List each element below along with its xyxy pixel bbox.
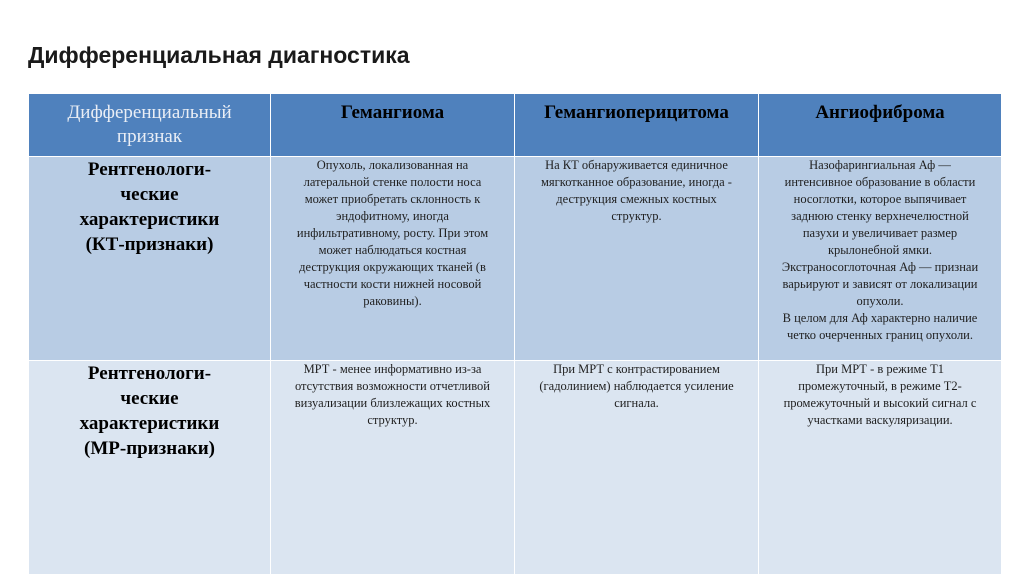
table-header-row [29,94,1002,157]
cell-ct-angiofibroma [759,157,1002,361]
table-row-mr [29,361,1002,574]
cell-ct-hemangioma [271,157,515,361]
cell-line: промежуточный, в режиме Т2- [798,379,962,393]
cell-line: латеральной стенке полости носа [303,175,482,189]
header-feature [29,94,271,157]
cell-line: пазухи и увеличивает размер [802,226,958,240]
cell-line: варьируют и зависят от локализации [782,277,978,291]
cell-line: частности кости нижней носовой [303,277,482,291]
cell-line: заднюю стенку верхнечелюстной [791,209,969,223]
row-label-line: (МР-признаки) [84,438,215,459]
cell-line: деструкция смежных костных [556,192,717,206]
header-angiofibroma: Ангиофиброма [759,94,1002,157]
cell-line: Опухоль, локализованная на [316,158,469,172]
cell-line: структур. [367,413,418,427]
cell-line: В целом для Аф характерно наличие [782,311,978,325]
row-label-line: Рентгенологи- [87,159,212,180]
cell-line: носоглотки, которое выпячивает [793,192,967,206]
cell-ct-hemangiopericytoma [515,157,759,361]
cell-line: Назофарингиальная Аф — [809,158,951,172]
row-label-line: (КТ-признаки) [85,234,214,255]
cell-line: При МРТ - в режиме Т1 [816,362,944,376]
table-row-ct [29,157,1002,361]
cell-line: На КТ обнаруживается единичное [545,158,728,172]
cell-line: четко очерченных границ опухоли. [786,328,974,342]
cell-line: опухоли. [856,294,904,308]
cell-line: При МРТ с контрастированием [553,362,720,376]
cell-line: инфильтративному, росту. При этом [296,226,489,240]
cell-line: сигнала. [614,396,659,410]
cell-line: мягкотканное образование, иногда - [541,175,732,189]
cell-line: раковины). [363,294,422,308]
cell-line: эндофитному, иногда [336,209,449,223]
row-label-line: ческие [120,388,179,409]
cell-mr-hemangioma [271,361,515,574]
row-label-mr [29,361,271,574]
cell-mr-angiofibroma [759,361,1002,574]
cell-line: МРТ - менее информативно из-за [303,362,482,376]
cell-line: (гадолинием) наблюдается усиление [539,379,734,393]
header-hemangiopericytoma: Гемангиоперицитома [515,94,759,157]
cell-line: крылонебной ямки. [827,243,933,257]
cell-line: может приобретать склонность к [304,192,481,206]
cell-line: отсутствия возможности отчетливой [294,379,491,393]
cell-line: может наблюдаться костная [318,243,467,257]
row-label-line: характеристики [79,209,220,230]
cell-line: интенсивное образование в области [784,175,976,189]
cell-line: структур. [611,209,662,223]
cell-line: Экстраносоглоточная Аф — признаи [781,260,979,274]
row-label-ct [29,157,271,361]
differential-table [28,93,1002,574]
row-label-line: характеристики [79,413,220,434]
cell-line: визуализации близлежащих костных [294,396,491,410]
cell-line: промежуточный и высокий сигнал с [783,396,977,410]
slide-title: Дифференциальная диагностика [28,42,410,68]
header-feature-line: признак [116,126,183,147]
row-label-line: Рентгенологи- [87,363,212,384]
header-feature-line: Дифференциальный [67,102,232,123]
cell-line: участками васкуляризации. [807,413,953,427]
cell-mr-hemangiopericytoma [515,361,759,574]
header-hemangioma: Гемангиома [271,94,515,157]
row-label-line: ческие [120,184,179,205]
cell-line: деструкция окружающих тканей (в [299,260,486,274]
